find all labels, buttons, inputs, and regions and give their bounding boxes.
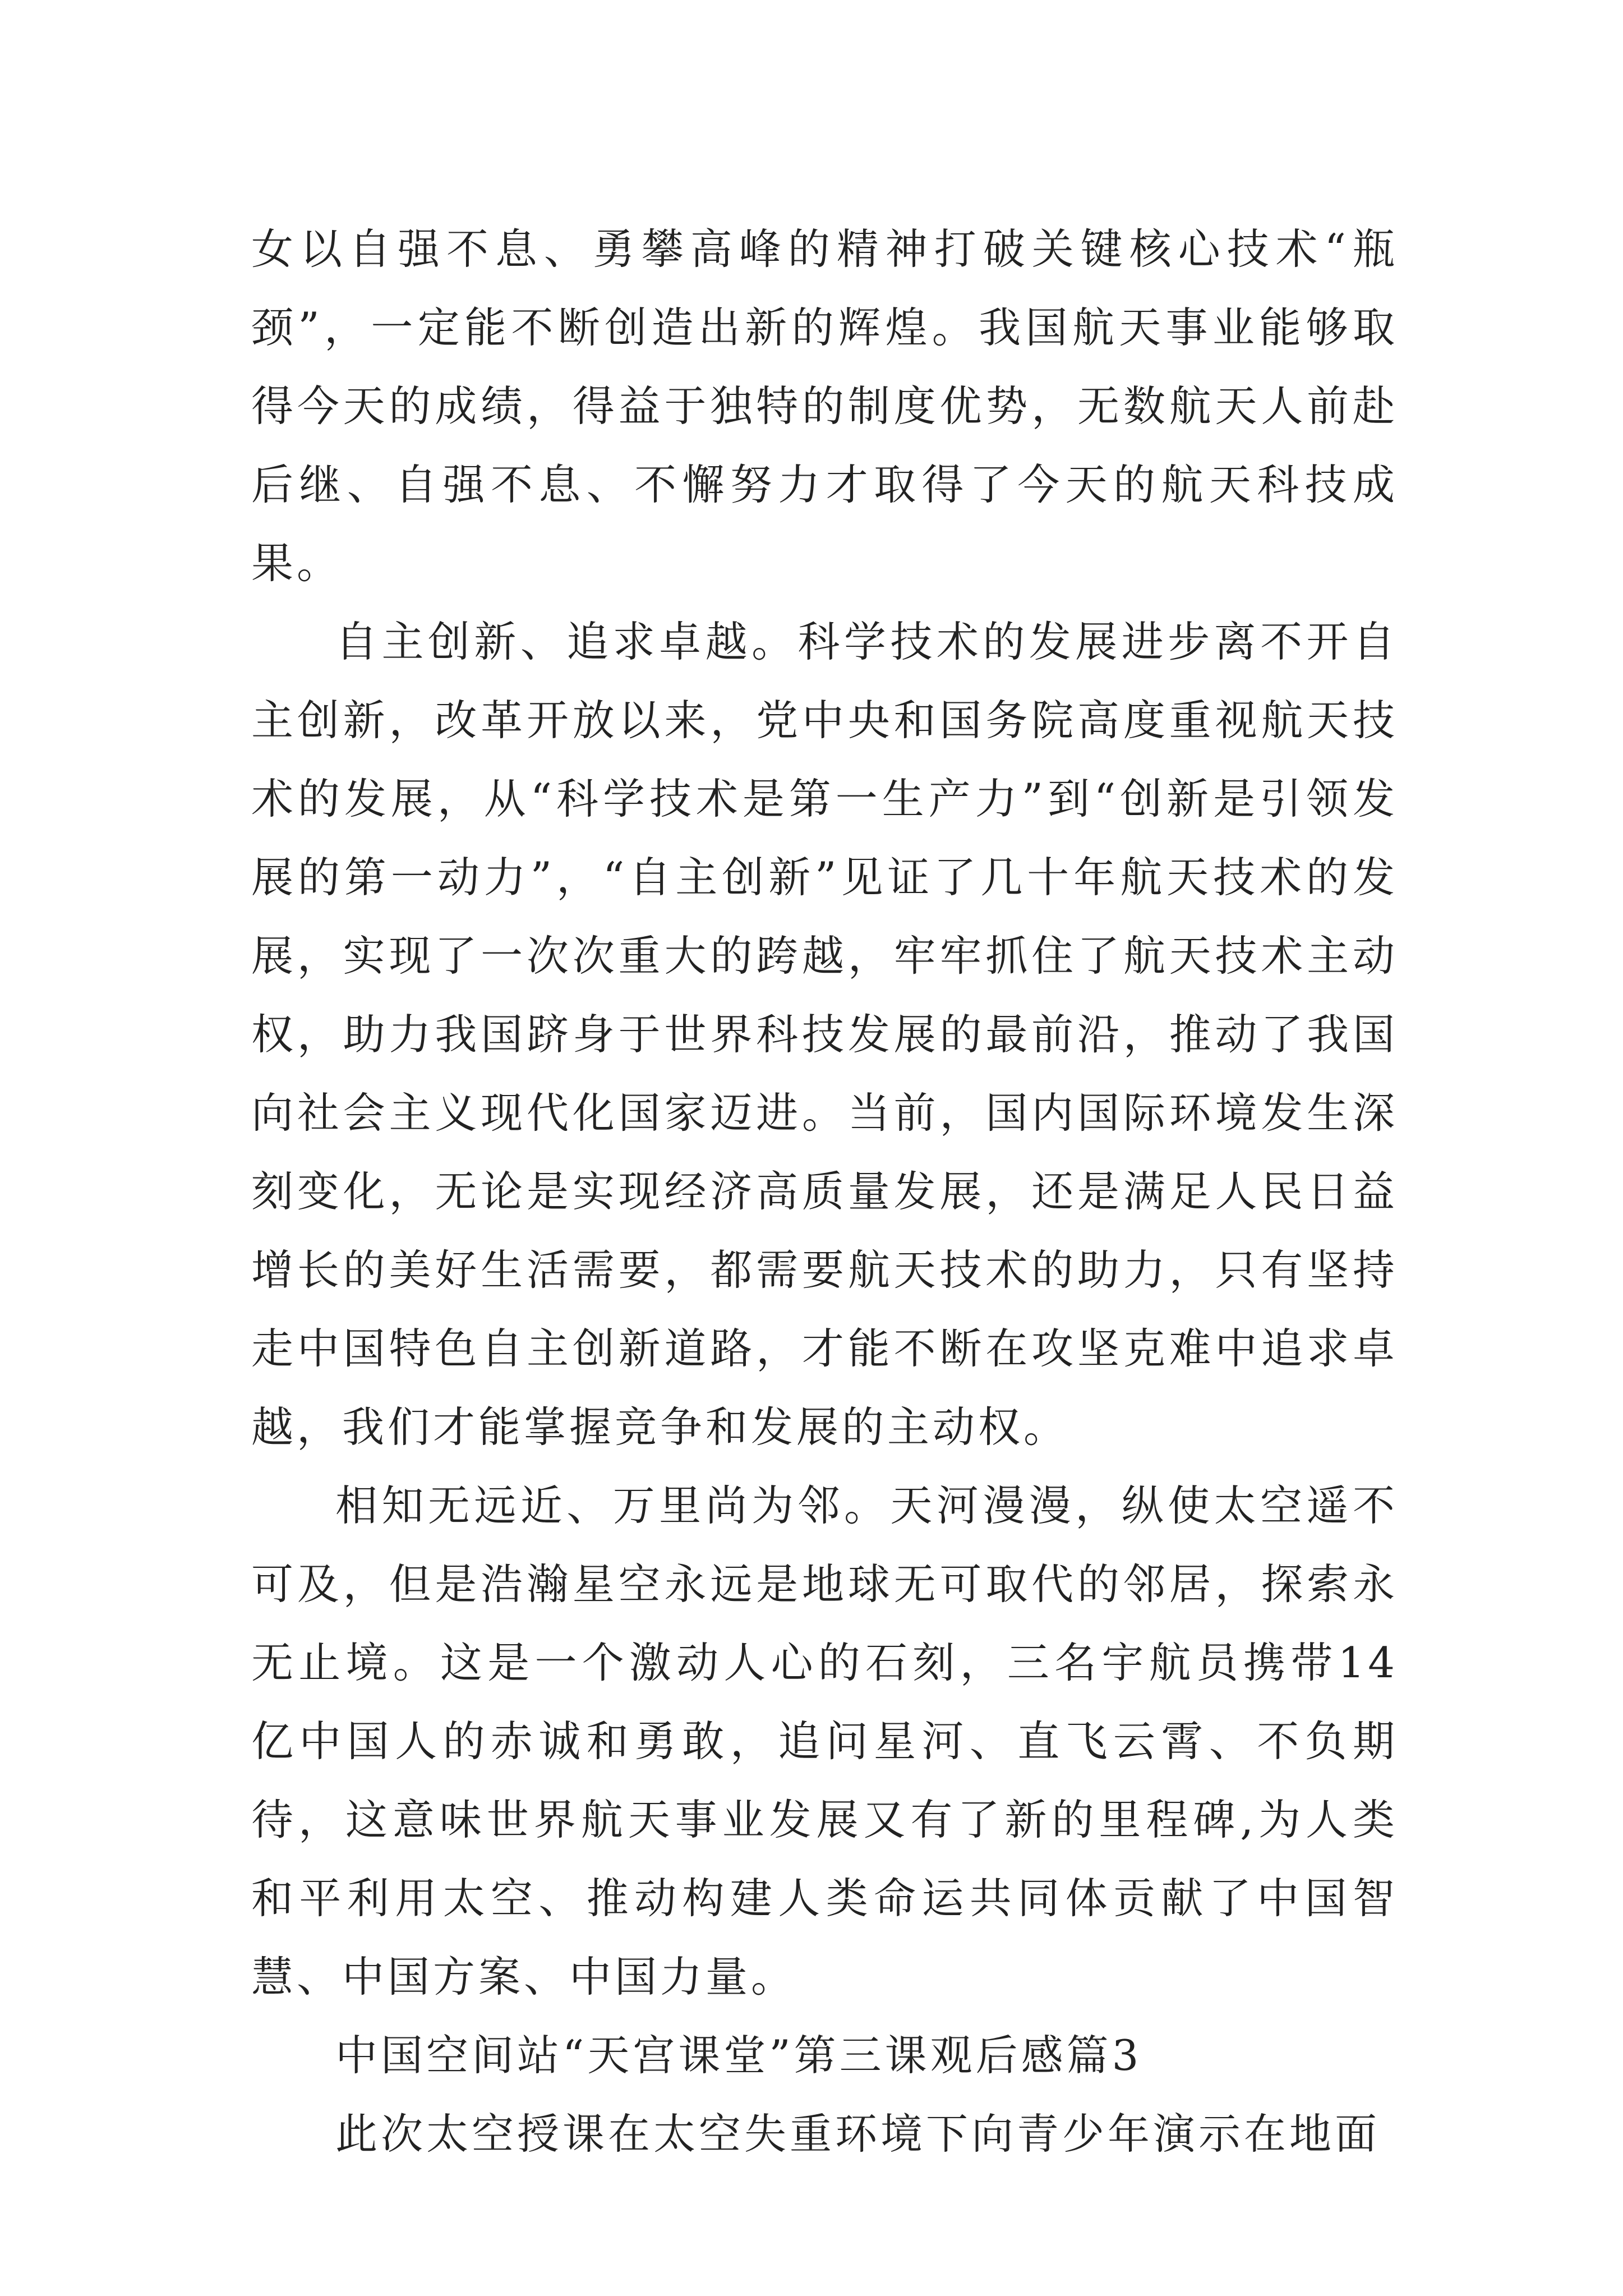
section-heading: 中国空间站“天宫课堂”第三课观后感篇3 <box>335 2031 1142 2080</box>
document-body <box>251 210 1398 2173</box>
paragraph-2: 自主创新、追求卓越。科学技术的发展进步离不开自主创新，改革开放以来，党中央和国务院高度重视航天技术的发展，从“科学技术是第一生产力”到“创新是引领发展的第一动力”，“自主创新”见证了几十年航天技术的发展，实现了一次次重大的跨越，牢牢抓住了航天技术主动权，助力我国跻身于世界科技发展的最前沿，推动了我国向社会主义现代化国家迈进。当前，国内国际环境发生深刻变化，无论是实现经济高质量发展，还是满足人民日益增长的美好生活需要，都需要航天技术的助力，只有坚持走中国特色自主创新道路，才能不断在攻坚克难中追求卓越，我们才能掌握竞争和发展的主动权。 <box>251 617 1398 1452</box>
paragraph-3: 相知无远近、万里尚为邻。天河漫漫，纵使太空遥不可及，但是浩瀚星空永远是地球无可取代的邻居，探索永无止境。这是一个激动人心的石刻，三名宇航员携带14亿中国人的赤诚和勇敢，追问星河、直飞云霄、不负期待，这意味世界航天事业发展又有了新的里程碑,为人类和平利用太空、推动构建人类命运共同体贡献了中国智慧、中国方案、中国力量。 <box>251 1481 1398 2001</box>
paragraph-5: 此次太空授课在太空失重环境下向青少年演示在地面 <box>335 2109 1381 2159</box>
paragraph-1: 女以自强不息、勇攀高峰的精神打破关键核心技术“瓶颈”，一定能不断创造出新的辉煌。我国航天事业能够取得今天的成绩，得益于独特的制度优势，无数航天人前赴后继、自强不息、不懈努力才取得了今天的航天科技成果。 <box>251 224 1398 588</box>
